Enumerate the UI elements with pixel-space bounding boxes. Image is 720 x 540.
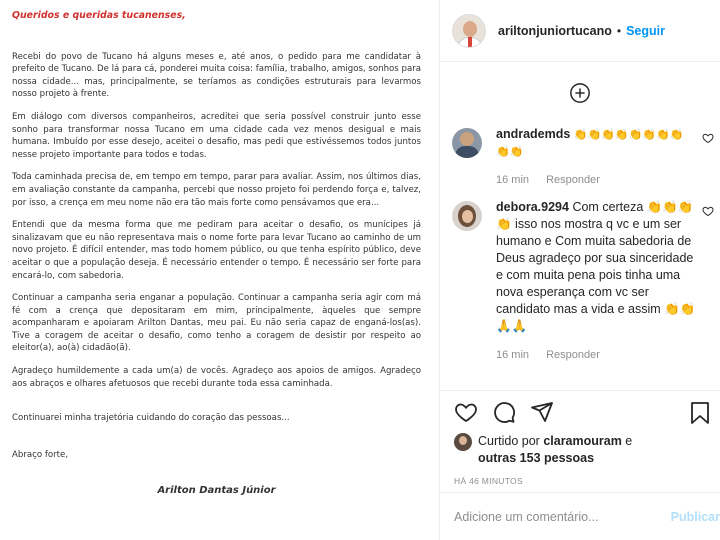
commenter-username[interactable]: debora.9294 xyxy=(496,200,569,214)
commenter-avatar[interactable] xyxy=(452,201,482,231)
separator-dot: • xyxy=(616,23,622,38)
reply-button[interactable]: Responder xyxy=(546,349,600,361)
letter-paragraph: Continuar a campanha seria enganar a população. Continuar a campanha seria agir com má fé com a crença que depositaram em mim, principalmente, àqueles que sempre acompanharam e apoiaram Arilton Dantas, meu pai. Eu não seria capaz de enganá-los(as). Tive a coragem de aceitar o desafio, como tenho a coragem de desistir por respeito ao eleitor(a), ao(à) cidadão(ã). xyxy=(12,293,421,354)
action-bar xyxy=(440,391,720,433)
likes-prefix: Curtido por xyxy=(478,434,544,448)
likes-middle: e xyxy=(621,434,633,448)
letter-closing: Abraço forte, xyxy=(12,449,69,460)
post-header xyxy=(440,0,720,62)
comments-section xyxy=(440,62,720,392)
commenter-username[interactable]: andrademds xyxy=(496,127,571,141)
share-paper-plane-icon[interactable] xyxy=(530,400,554,424)
likes-summary xyxy=(440,433,720,467)
like-comment-heart-icon[interactable] xyxy=(702,205,714,217)
commenter-avatar[interactable] xyxy=(452,128,482,158)
comment-bubble-icon[interactable] xyxy=(492,400,516,424)
like-comment-heart-icon[interactable] xyxy=(702,132,714,144)
letter-paragraph: Recebi do povo de Tucano há alguns meses e, até anos, o pedido para me candidatar à prefeito de Tucano. De lá para cá, ponderei muita coisa: família, trabalho, amigos, sonhos para nossa cidade... mas, principalmente, se teríamos as condições estruturais para levarmos nosso projeto à frente. xyxy=(12,51,422,100)
post-actions-area xyxy=(440,390,720,486)
reply-button[interactable]: Responder xyxy=(546,174,600,186)
letter-paragraph: Continuarei minha trajetória cuidando do coração das pessoas... xyxy=(12,413,290,424)
like-heart-icon[interactable] xyxy=(454,400,478,424)
publish-button[interactable]: Publicar xyxy=(670,509,720,524)
comment-form xyxy=(440,492,720,540)
comment-text: Com certeza 👏👏👏👏 isso nos mostra q vc e um ser humano e Com muita sabedoria de Deus agradeço por sua sinceridade e com muita pena pois tinha uma nova esperança com vc ser candidato mas a vida e assim 👏👏🙏🙏 xyxy=(496,200,696,333)
comment-item xyxy=(440,126,720,189)
post-timestamp[interactable]: HÁ 46 MINUTOS xyxy=(454,476,523,486)
comment-time[interactable]: 16 min xyxy=(496,174,530,186)
liker-avatar[interactable] xyxy=(454,433,472,451)
letter-signature: Arilton Dantas Júnior xyxy=(157,485,276,497)
likes-others-link[interactable]: outras 153 pessoas xyxy=(478,451,595,465)
letter-paragraph: Toda caminhada precisa de, em tempo em tempo, parar para avaliar. Assim, nos últimos dias, em avaliação constante da campanha, percebi que nosso projeto foi perdendo força e, talvez, por isso, a crença em meu nome não era tão mais forte como pensávamos que era... xyxy=(12,172,421,208)
save-bookmark-icon[interactable] xyxy=(690,401,710,425)
letter-paragraph: Entendi que da mesma forma que me pediram para aceitar o desafio, os munícipes já sinalizavam que eu não representava mais o nome forte para levar Tucano ao caminho de um novo projeto. É difícil entender, mas todo homem público, ou que tenha espírito público, deve aceitar o que a população deseja. É necessário entender o tempo. É necessário ser forte para encará-lo, com sabedoria. xyxy=(12,220,421,281)
comment-text: 👏👏👏👏👏👏👏👏👏👏 xyxy=(496,128,684,158)
comment-time[interactable]: 16 min xyxy=(496,349,530,361)
liker-username[interactable]: claramouram xyxy=(543,434,622,448)
letter-salutation: Queridos e queridas tucanenses, xyxy=(12,10,186,21)
load-more-comments-icon[interactable] xyxy=(569,82,591,104)
post-side-panel xyxy=(440,0,720,540)
comment-input[interactable] xyxy=(454,510,657,524)
author-username[interactable]: ariltonjuniortucano xyxy=(498,23,612,38)
author-avatar[interactable] xyxy=(452,14,486,48)
follow-button[interactable]: Seguir xyxy=(626,23,665,38)
comment-item xyxy=(440,199,720,364)
letter-paragraph: Agradeço humildemente a cada um(a) de vocês. Agradeço aos apoios de amigos. Agradeço aos abraços e olhares afetuosos que recebi durante toda essa caminhada. xyxy=(12,366,421,389)
letter-paragraph: Em diálogo com diversos companheiros, acreditei que seria possível construir junto esse sonho para transformar nossa Tucano em uma cidade cada vez menos desigual e mais humana. Imbuído por esse desejo, aceitei o desafio, mas pedi que estivéssemos todos juntos nesse projeto importante para todos e todas. xyxy=(12,111,421,160)
